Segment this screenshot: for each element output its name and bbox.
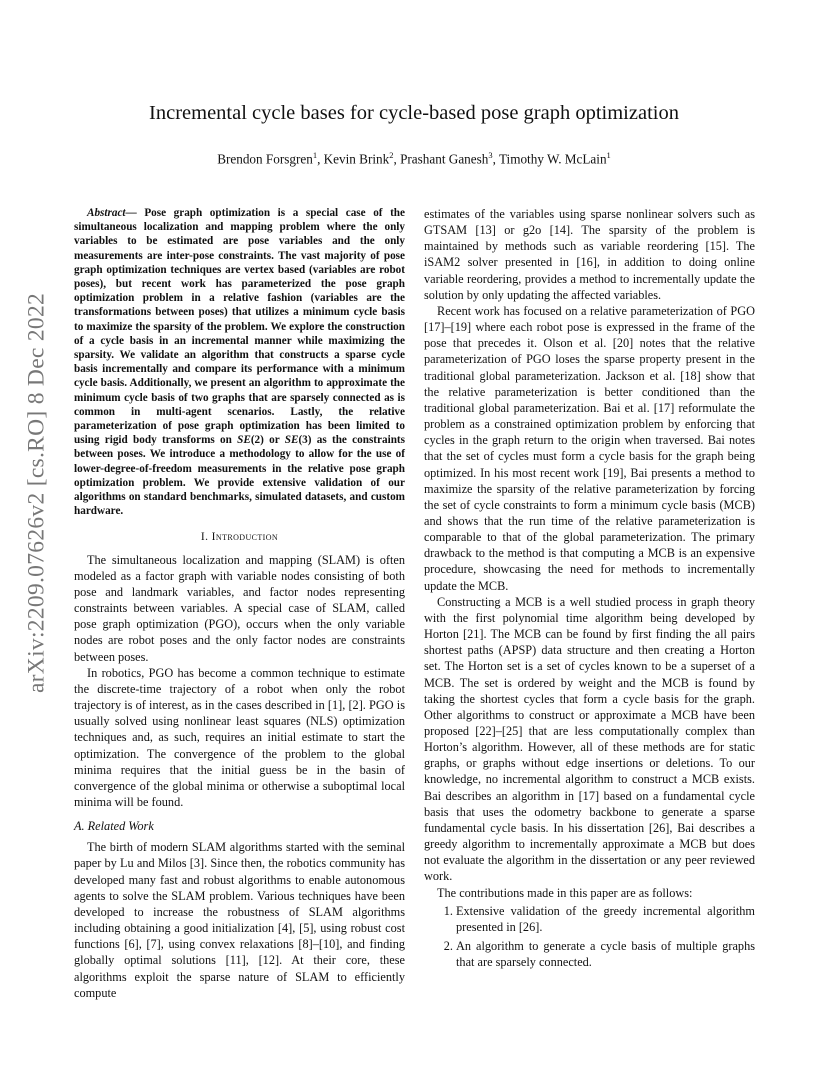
math-se: SE xyxy=(237,434,251,447)
author-affiliation: 1 xyxy=(312,150,318,160)
paragraph: The birth of modern SLAM algorithms started with the seminal paper by Lu and Milos [3]. Since then, the robotics community has developed many fast and robust algorithms to enable autonomous agents to solve the SLAM problem. Various techniques have been developed to increase the robustness of SLAM algorithms including obtaining a good initialization [4], [5], using robust cost functions [6], [7], using convex relaxations [8]–[10], and finding globally optimal solutions [11], [12]. At their core, these algorithms exploit the sparse nature of SLAM to efficiently compute xyxy=(74,840,405,1000)
paragraph: The contributions made in this paper are as follows: xyxy=(437,885,693,900)
math-se: SE xyxy=(284,434,299,447)
paragraph: Constructing a MCB is a well studied process in graph theory with the first polynomial time algorithm being developed by Horton [21]. The MCB can be found by first finding the all pairs shortest paths (APSP) data structure and then creating a Horton set. The Horton set is a set of cycles known to be a superset of a MCB. The set is ordered by weight and the MCB is found by taking the shortest cycles that form a cycle basis for the graph. Other algorithms to construct or approximate a MCB have been proposed [22]–[25] that are less computationally complex than Horton’s algorithm. However, all of these methods are for static graphs, or graphs without edge insertions or deletions. To our knowledge, no incremental algorithm to construct a MCB exists. Bai describes an algorithm in [17] based on a fundamental cycle basis that uses the odometry backbone to generate a sparse fundamental cycle basis. In his dissertation [26], Bai describes a greedy algorithm to incrementally approximate a MCB but does not evaluate the algorithm in the dissertation or any peer reviewed work. xyxy=(424,594,755,884)
author-list: Brendon Forsgren$^1$, Kevin Brink$^2$, Prashant Ganesh$^3$, Timothy W. McLain$^1$ xyxy=(217,150,611,167)
list-item: 2. An algorithm to generate a cycle basis of multiple graphs that are sparsely connected. xyxy=(456,938,755,970)
paper-title: Incremental cycle bases for cycle-based pose graph optimization xyxy=(149,102,679,124)
abstract-text: as the constraints between poses. We introduce a methodology to allow for the use of lower-degree-of-freedom measurements in the relative pose graph optimization problem. We provide extensive validation of our algorithms on standard benchmarks, simulated datasets, and custom hardware. xyxy=(74,434,406,518)
abstract xyxy=(74,206,405,518)
paragraph: The simultaneous localization and mapping (SLAM) is often modeled as a factor graph with variable nodes consisting of both pose and landmark variables, and factor nodes representing constraints between variables. A special case of SLAM, called pose graph optimization (PGO), occurs when the only variable nodes are robot poses and the only factor nodes are constraints between poses. xyxy=(74,552,405,664)
abstract-text: Pose graph optimization is a special case of the simultaneous localization and mapping problem where the only variables to be estimated are pose variables and the only measurements are inter-pose constraints. The vast majority of pose graph optimization techniques are vertex based (variables are robot poses), but recent work has parameterized the pose graph optimization problem in a relative fashion (variables are the transformations between poses) that utilizes a minimum cycle basis to maximize the sparsity of the problem. We explore the construction of a cycle basis in an incremental manner while maximizing the sparsity. We validate an algorithm that constructs a sparse cycle basis incrementally and compare its performance with a minimum cycle basis. Additionally, we present an algorithm to approximate the minimum cycle basis of two graphs that are sparsely connected as is common in multi-agent scenarios. Lastly, the relative parameterization of pose graph optimization has been limited to using rigid body transforms on xyxy=(74,207,405,447)
arxiv-identifier-text: arXiv:2209.07626v2 [cs.RO] 8 Dec 2022 xyxy=(23,292,50,694)
subsection-heading: A. Related Work xyxy=(74,819,154,834)
math-arg: (3) xyxy=(298,434,312,447)
author-affiliation: 1 xyxy=(606,150,611,160)
author-name: Prashant Ganesh xyxy=(400,151,489,167)
abstract-text: or xyxy=(263,434,285,447)
contribution-list xyxy=(424,903,755,971)
author-name: Timothy W. McLain xyxy=(498,151,607,167)
author-name: Brendon Forsgren xyxy=(217,151,313,167)
paragraph: estimates of the variables using sparse nonlinear solvers such as GTSAM [13] or g2o [14]. The sparsity of the problem is maintained by methods such as variable reordering [15]. The iSAM2 solver presented in [16], in addition to doing online variable reordering, provides a method to incrementally update the solution by only updating the affected variables. xyxy=(424,207,755,302)
abstract-label: Abstract xyxy=(87,207,126,219)
abstract-dash: — xyxy=(125,207,145,219)
author-affiliation: 2 xyxy=(389,150,394,160)
arxiv-identifier xyxy=(22,292,52,694)
section-heading: I. Introduction xyxy=(200,531,279,544)
author-name: Kevin Brink xyxy=(323,151,390,167)
author-affiliation: 3 xyxy=(488,150,493,160)
left-column xyxy=(74,206,405,1001)
paragraph: In robotics, PGO has become a common technique to estimate the discrete-time trajectory of a robot when only the robot trajectory is of interest, as in the cases described in [1], [2]. PGO is usually solved using nonlinear least squares (NLS) optimization techniques and, as such, requires an initial estimate to start the optimization. The convergence of the problem to the global minima requires that the initial guess be in the basin of convergence of the global minima or otherwise a suboptimal local minima will be found. xyxy=(74,665,405,809)
paragraph: Recent work has focused on a relative parameterization of PGO [17]–[19] where each robot pose is expressed in the frame of the pose that precedes it. Olson et al. [20] notes that the relative parameterization of PGO loses the sparse property present in the traditional global parameterization. Jackson et al. [18] show that the relative parameterization is better conditioned than the traditional global parameterization. Bai et al. [17] reformulate the problem as a constrained optimization problem by enforcing that cycles in the graph return to the origin when traversed. Bai notes that the set of cycles must form a cycle basis for the graph being optimized. In his most recent work [19], Bai presents a method to maximize the sparsity of the relative parameterization by forcing the set of cycle constraints to form a minimum cycle basis (MCB) and shows that the run time of the relative parameterization is comparable to that of the global parameterization. The primary drawback to the method is that computing a MCB is an expensive procedure, showcasing the need for methods to incrementally update the MCB. xyxy=(424,303,755,593)
math-arg: (2) xyxy=(250,434,264,447)
right-column xyxy=(424,206,755,973)
list-item: 1. Extensive validation of the greedy incremental algorithm presented in [26]. xyxy=(456,903,755,935)
